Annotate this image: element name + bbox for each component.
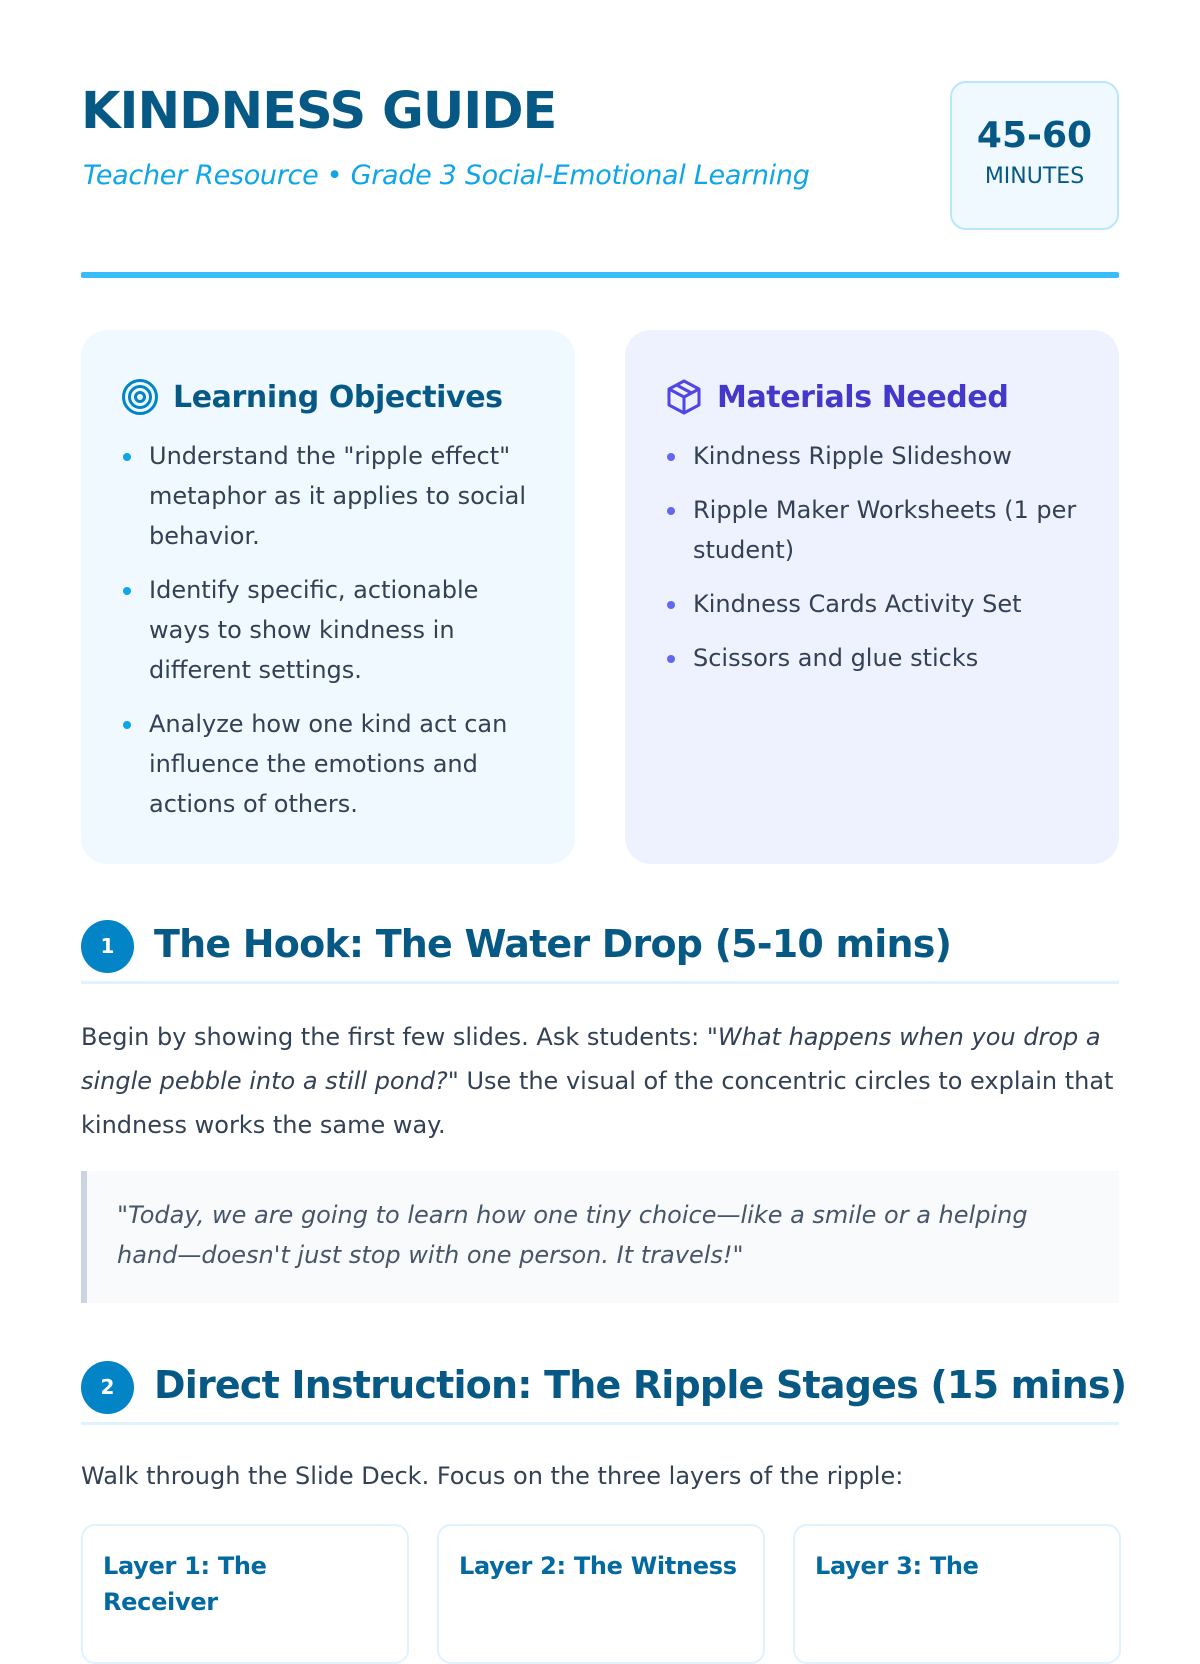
- target-icon: [121, 378, 159, 416]
- list-item: Understand the "ripple effect" metaphor as it applies to social behavior.: [121, 436, 535, 556]
- objectives-card-header: [121, 374, 535, 420]
- section-2-title: Direct Instruction: The Ripple Stages (15 mins): [154, 1363, 1127, 1407]
- layer-title: Layer 3: The: [815, 1552, 979, 1580]
- layer-card: [437, 1524, 765, 1664]
- list-item: Ripple Maker Worksheets (1 per student): [665, 490, 1079, 570]
- info-cards: [81, 330, 1119, 864]
- page-header: [81, 0, 1119, 280]
- section-number-badge: 2: [81, 1361, 134, 1414]
- teacher-script-quote: "Today, we are going to learn how one tiny choice—like a smile or a helping hand—doesn't just stop with one person. It travels!": [81, 1171, 1119, 1303]
- section-number-badge: 1: [81, 920, 134, 973]
- section-1-header: [81, 904, 1119, 984]
- box-icon: [665, 378, 703, 416]
- materials-card: [625, 330, 1119, 864]
- list-item: Scissors and glue sticks: [665, 638, 1079, 678]
- layer-title: Layer 1: The Receiver: [103, 1552, 267, 1616]
- duration-badge: [950, 81, 1119, 230]
- section-1-paragraph: [81, 1015, 1119, 1147]
- ripple-layers: [81, 1524, 1119, 1664]
- list-item: Analyze how one kind act can influence the emotions and actions of others.: [121, 704, 535, 824]
- paragraph-text: Use the visual of the concentric circles to explain that kindness works the same way.: [81, 1067, 1114, 1139]
- section-2-header: [81, 1345, 1127, 1425]
- layer-card: [793, 1524, 1121, 1664]
- layer-title: Layer 2: The Witness: [459, 1552, 737, 1580]
- objectives-title: Learning Objectives: [173, 379, 503, 415]
- paragraph-question: "What happens when you drop a single pebble into a still pond?": [81, 1023, 1101, 1095]
- page-subtitle: Teacher Resource • Grade 3 Social-Emotional Learning: [83, 160, 810, 191]
- list-item: Kindness Cards Activity Set: [665, 584, 1079, 624]
- section-1-title: The Hook: The Water Drop (5-10 mins): [154, 922, 952, 966]
- materials-list: [665, 436, 1079, 678]
- page-title: KINDNESS GUIDE: [81, 82, 557, 141]
- section-2-paragraph: Walk through the Slide Deck. Focus on the three layers of the ripple:: [81, 1462, 904, 1490]
- duration-value: 45-60: [976, 115, 1093, 156]
- list-item: Kindness Ripple Slideshow: [665, 436, 1079, 476]
- materials-card-header: [665, 374, 1079, 420]
- layer-card: [81, 1524, 409, 1664]
- list-item: Identify specific, actionable ways to show kindness in different settings.: [121, 570, 535, 690]
- objectives-card: [81, 330, 575, 864]
- objectives-list: [121, 436, 535, 824]
- paragraph-text: Begin by showing the first few slides. Ask students:: [81, 1023, 707, 1051]
- header-divider: [81, 272, 1119, 278]
- duration-unit: MINUTES: [984, 164, 1085, 189]
- materials-title: Materials Needed: [717, 379, 1009, 415]
